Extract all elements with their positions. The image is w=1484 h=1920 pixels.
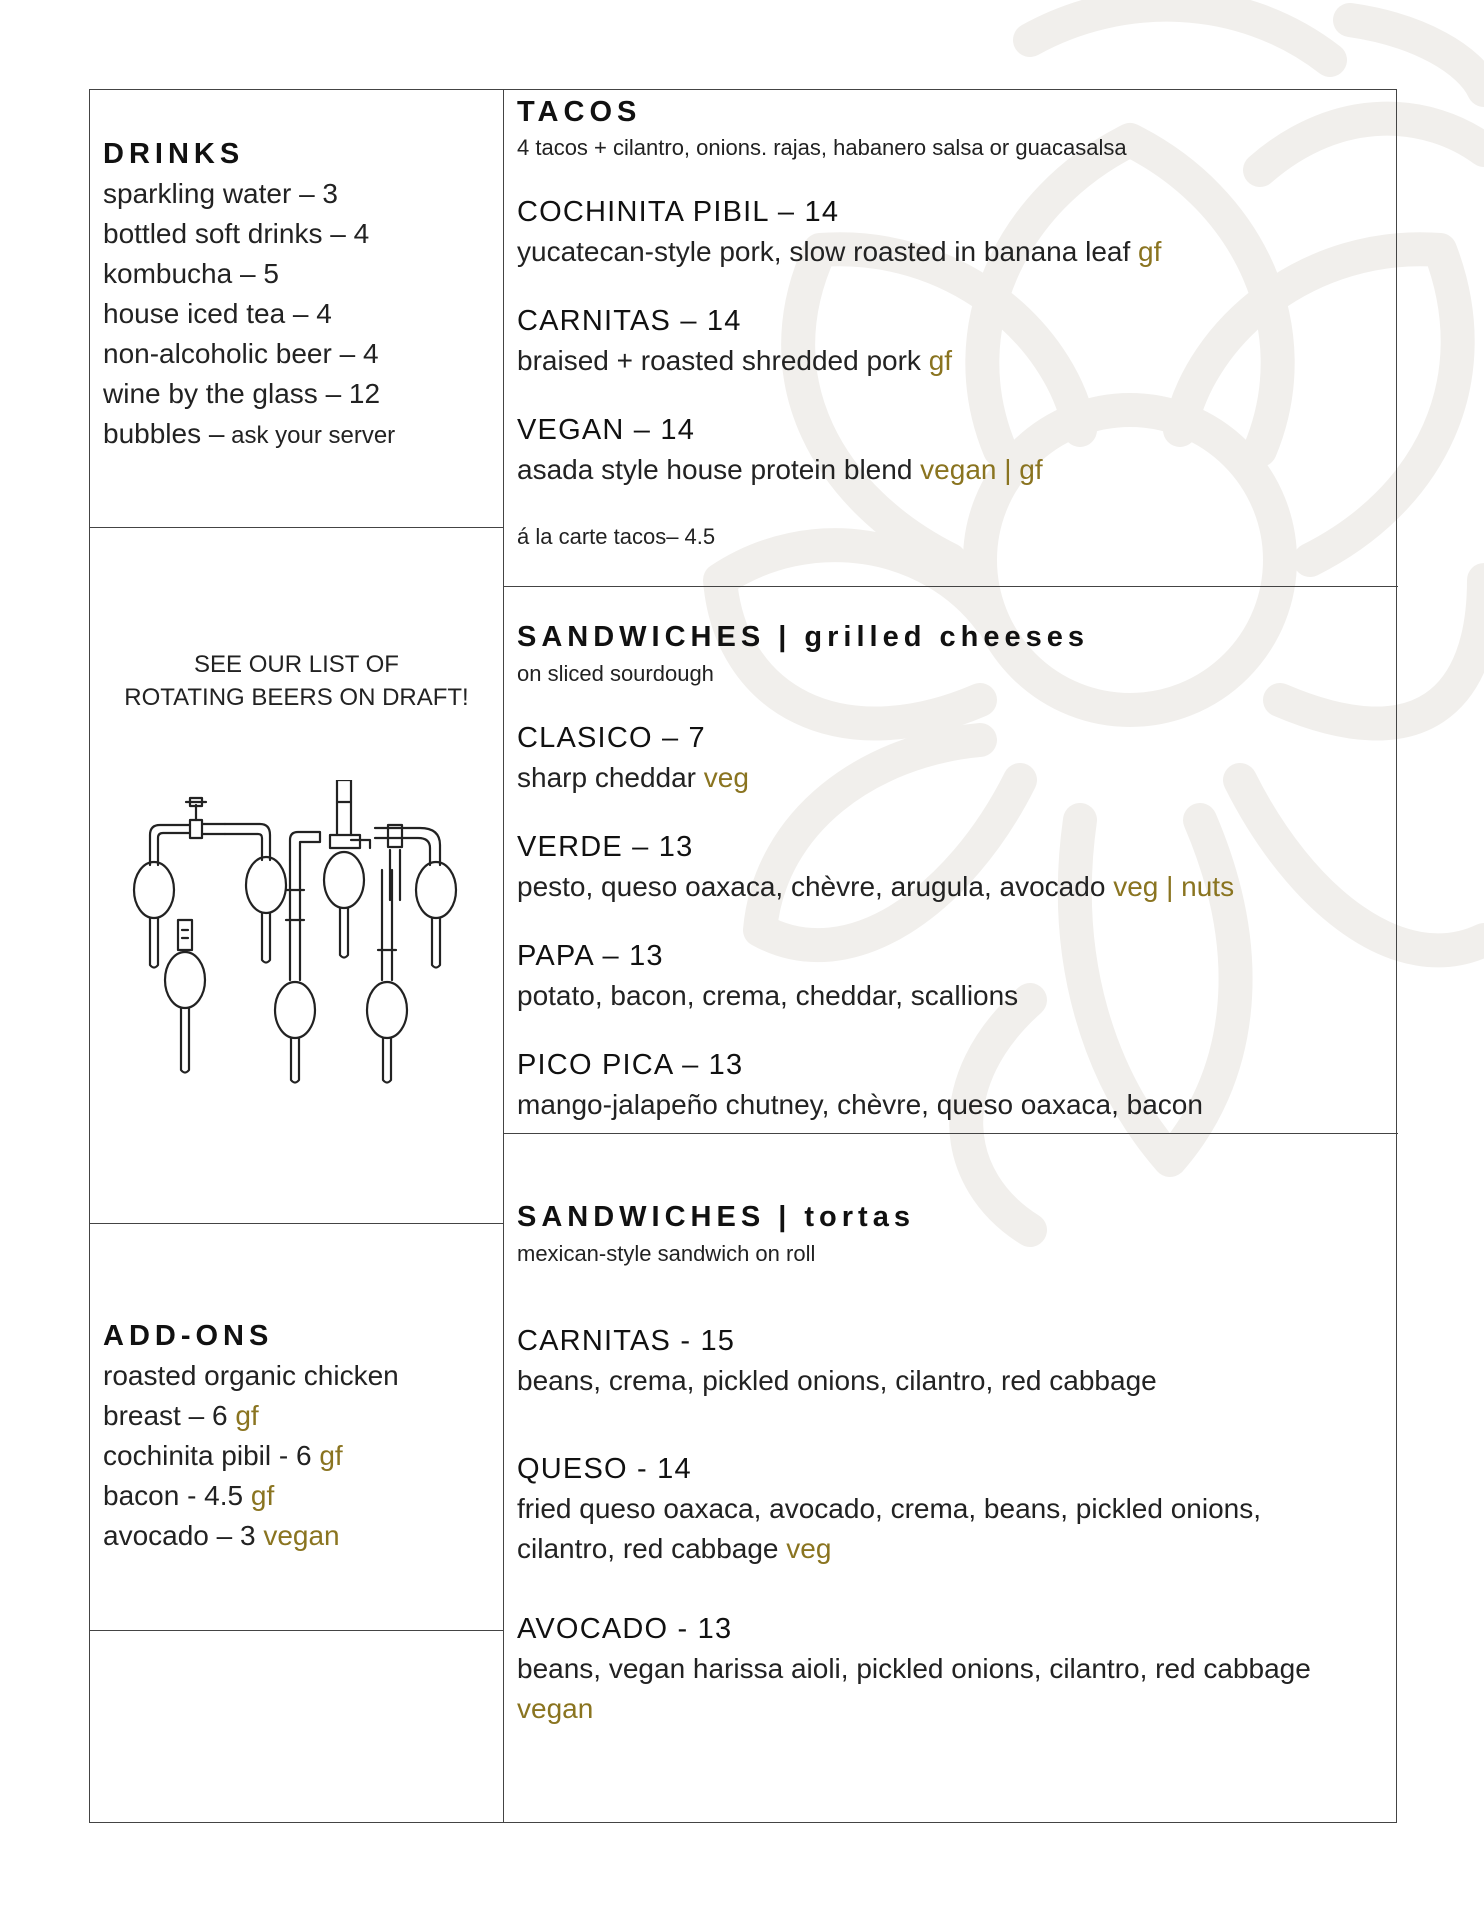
taco-title: VEGAN – 14 — [517, 414, 696, 446]
drink-item: house iced tea – 4 — [103, 298, 332, 329]
torta-title: QUESO - 14 — [517, 1453, 692, 1485]
torta-title: AVOCADO - 13 — [517, 1613, 733, 1645]
addon-text: bacon - 4.5 — [103, 1480, 251, 1511]
drink-item: non-alcoholic beer – 4 — [103, 338, 379, 369]
tacos-subtitle: 4 tacos + cilantro, onions. rajas, habanero salsa or guacasalsa — [517, 135, 1127, 160]
tortas-subtitle: mexican-style sandwich on roll — [517, 1241, 816, 1266]
dietary-tag: gf — [1138, 236, 1162, 267]
taco-title: CARNITAS – 14 — [517, 305, 742, 337]
sandwich-title: CLASICO – 7 — [517, 722, 706, 754]
sandwich-title: VERDE – 13 — [517, 831, 694, 863]
dietary-tag: gf — [319, 1440, 343, 1471]
a-la-carte-note: á la carte tacos– 4.5 — [517, 524, 716, 549]
dietary-tag: gf — [928, 345, 953, 376]
torta-desc — [517, 1693, 593, 1725]
torta-desc — [517, 1533, 831, 1565]
drinks-divider — [90, 527, 503, 528]
drink-item: bottled soft drinks – 4 — [103, 218, 370, 249]
tacos-heading: TACOS — [517, 96, 642, 128]
drink-item: wine by the glass – 12 — [103, 378, 381, 409]
dietary-tag: gf — [250, 1480, 275, 1511]
sandwich-title: PICO PICA – 13 — [517, 1049, 744, 1081]
addons-divider — [90, 1630, 503, 1631]
tacos-divider — [503, 586, 1398, 587]
taco-desc-text: yucatecan-style pork, slow roasted in banana leaf — [517, 236, 1139, 267]
taco-desc — [517, 345, 952, 377]
torta-desc: fried queso oaxaca, avocado, crema, beans, pickled onions, — [517, 1493, 1262, 1524]
addon-text: avocado – 3 — [103, 1520, 264, 1551]
addon-text: breast – 6 — [103, 1400, 236, 1431]
column-divider — [503, 89, 504, 1823]
bubbles-note: ask your server — [224, 422, 396, 449]
addon-item — [103, 1520, 340, 1552]
addons-heading: ADD-ONS — [103, 1320, 274, 1352]
dietary-tag: veg | nuts — [1113, 871, 1235, 902]
sandwich-desc: mango-jalapeño chutney, chèvre, queso oaxaca, bacon — [517, 1089, 1203, 1120]
taco-desc-text: braised + roasted shredded pork — [517, 345, 929, 376]
dietary-tag: vegan — [263, 1520, 340, 1551]
addon-item — [103, 1440, 343, 1472]
drink-item: kombucha – 5 — [103, 258, 279, 289]
taco-desc-text: asada style house protein blend — [517, 454, 921, 485]
sandwich-desc — [517, 871, 1234, 903]
torta-desc: beans, crema, pickled onions, cilantro, red cabbage — [517, 1365, 1157, 1396]
dietary-tag: vegan | gf — [920, 454, 1043, 485]
grilled-heading: SANDWICHES | grilled cheeses — [517, 621, 1089, 653]
grilled-subtitle: on sliced sourdough — [517, 661, 714, 686]
torta-desc: beans, vegan harissa aioli, pickled onions, cilantro, red cabbage — [517, 1653, 1311, 1684]
taco-desc — [517, 454, 1043, 486]
sandwich-desc-text: pesto, queso oaxaca, chèvre, arugula, avocado — [517, 871, 1114, 902]
addon-item — [103, 1360, 399, 1392]
drink-item: sparkling water – 3 — [103, 178, 339, 209]
torta-title: CARNITAS - 15 — [517, 1325, 736, 1357]
addon-item — [103, 1400, 259, 1432]
taco-desc — [517, 236, 1161, 268]
drinks-heading: DRINKS — [103, 138, 245, 170]
dietary-tag: veg — [786, 1533, 832, 1564]
beers-note — [90, 648, 503, 714]
bubbles-label: bubbles – — [103, 418, 225, 449]
dietary-tag: gf — [235, 1400, 259, 1431]
torta-desc-text: cilantro, red cabbage — [517, 1533, 787, 1564]
beers-divider — [90, 1223, 503, 1224]
addon-item — [103, 1480, 274, 1512]
sandwich-desc: potato, bacon, crema, cheddar, scallions — [517, 980, 1019, 1011]
addon-text: roasted organic chicken — [103, 1360, 399, 1391]
dietary-tag: vegan — [517, 1693, 594, 1724]
drink-item-bubbles — [103, 418, 395, 450]
taco-title: COCHINITA PIBIL – 14 — [517, 196, 840, 228]
tortas-heading: SANDWICHES | tortas — [517, 1201, 915, 1233]
beers-note-line: SEE OUR LIST OF — [194, 651, 399, 678]
addon-text: cochinita pibil - 6 — [103, 1440, 320, 1471]
sandwich-title: PAPA – 13 — [517, 940, 664, 972]
sandwich-desc — [517, 762, 749, 794]
dietary-tag: veg — [703, 762, 749, 793]
beer-taps-icon — [120, 780, 490, 1100]
sandwich-desc-text: sharp cheddar — [517, 762, 704, 793]
beers-note-line: ROTATING BEERS ON DRAFT! — [124, 684, 469, 711]
grilled-divider — [503, 1133, 1398, 1134]
